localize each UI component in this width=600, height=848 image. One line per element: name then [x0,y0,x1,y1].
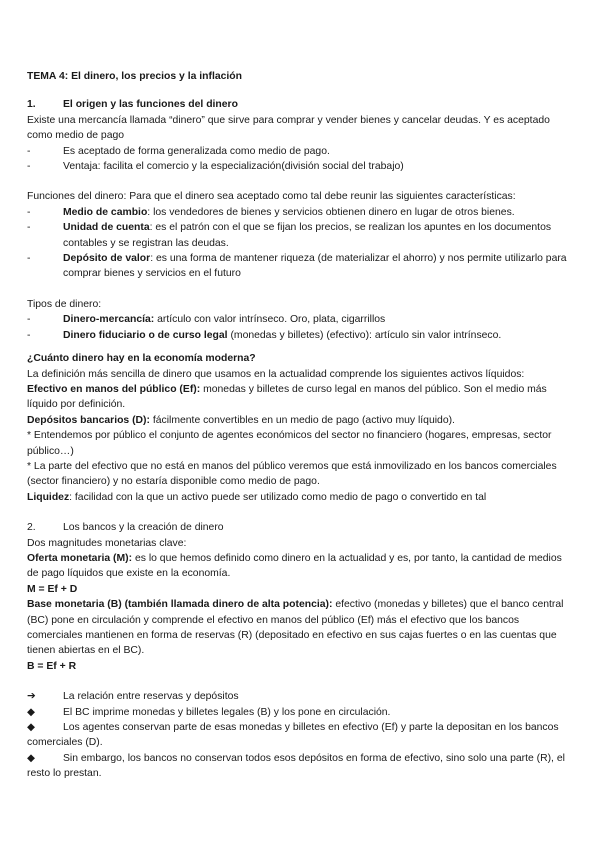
spacer [27,282,573,297]
base-monetaria-definition [27,597,573,659]
liquidez-definition [27,490,573,505]
note-efectivo: * La parte del efectivo que no está en manos del público veremos que está inmovilizado en los bancos comerciales (sector financiero) y no estaría disponible como medio de pago. [27,460,557,488]
diamond-bullet-icon: ◆ [27,752,35,764]
bullet-marker: - [27,206,31,218]
spacer [27,343,573,351]
list-item [27,328,573,343]
function-text: : es una forma de mantener riqueza (de materializar el ahorro) y nos permite utilizarlo para comprar bienes y servicios en el futuro [63,253,567,280]
list-item [27,689,573,704]
function-text: : es el patrón con el que se fijan los precios, se realizan los apuntes en los documentos contables y se registran las deudas. [63,222,552,249]
type-term: Dinero-mercancía: [63,314,155,326]
depositos-text: fácilmente convertibles en un medio de pago (activo muy líquido). [149,414,455,426]
bullet-marker: - [27,145,31,157]
bullet-marker: - [27,161,31,173]
section-1-intro: Existe una mercancía llamada “dinero” que sirve para comprar y vender bienes y cancelar deudas. Y es aceptado como medio de pago [27,114,550,142]
efectivo-text: monedas y billetes de curso legal en manos del público. Son el medio más líquido por definición. [27,383,547,411]
section-2-title: Los bancos y la creación de dinero [63,522,224,534]
depositos-term: Depósitos bancarios (D): [27,414,150,426]
document-body [27,69,573,782]
efectivo-definition [27,382,573,413]
bullet-marker: - [27,253,31,265]
section-2-number: 2. [27,522,36,534]
function-term: Medio de cambio [63,206,148,218]
arrow-icon: ➔ [27,691,36,703]
type-term: Dinero fiduciario o de curso legal [63,329,228,341]
function-text: : los vendedores de bienes y servicios obtienen dinero en lugar de otros bienes. [147,206,515,218]
list-item [27,751,573,782]
bullet-marker: - [27,314,31,326]
type-text: (monedas y billetes) (efectivo): artículo sin valor intrínseco. [227,329,502,341]
section-2-intro: Dos magnitudes monetarias clave: [27,537,187,549]
list-text: El BC imprime monedas y billetes legales (B) y los pone en circulación. [63,706,391,718]
section-1-title: El origen y las funciones del dinero [63,99,238,111]
spacer [27,174,573,189]
formula-m: M = Ef + D [27,583,78,595]
oferta-monetaria-definition [27,551,573,582]
list-item [27,312,573,327]
efectivo-term: Efectivo en manos del público (Ef): [27,383,201,395]
bullet-text: Es aceptado de forma generalizada como medio de pago. [63,145,330,157]
diamond-bullet-icon: ◆ [27,722,35,734]
functions-intro: Funciones del dinero: Para que el dinero sea aceptado como tal debe reunir las siguientes características: [27,191,516,203]
list-item [27,705,573,720]
section-2-heading [27,520,573,535]
diamond-bullet-icon: ◆ [27,706,35,718]
depositos-definition [27,413,573,428]
formula-b: B = Ef + R [27,660,77,672]
spacer [27,674,573,689]
spacer [27,505,573,520]
type-text: artículo con valor intrínseco. Oro, plata, cigarrillos [154,314,386,326]
oferta-monetaria-term: Oferta monetaria (M): [27,552,133,564]
function-term: Depósito de valor [63,253,151,265]
list-item [27,144,573,159]
section-1-number: 1. [27,99,36,111]
question-intro: La definición más sencilla de dinero que usamos en la actualidad comprende los siguientes activos líquidos: [27,368,525,380]
question-heading: ¿Cuánto dinero hay en la economía moderna? [27,353,256,365]
list-text: La relación entre reservas y depósitos [63,691,239,703]
liquidez-term: Liquidez [27,491,70,503]
note-publico: * Entendemos por público el conjunto de agentes económicos del sector no financiero (hogares, empresas, sector público…) [27,430,552,457]
section-1-heading [27,97,573,112]
liquidez-text: : facilidad con la que un activo puede ser utilizado como medio de pago o convertido en tal [69,491,487,503]
bullet-marker: - [27,329,31,341]
list-item [27,159,573,174]
list-item [27,220,573,251]
types-intro: Tipos de dinero: [27,298,102,310]
list-text: Los agentes conservan parte de esas monedas y billetes en efectivo (Ef) y parte la depositan en los bancos comerciales (D). [27,722,559,749]
bullet-marker: - [27,222,31,234]
base-monetaria-text: efectivo (monedas y billetes) que el banco central (BC) pone en circulación y comprende el efectivo en manos del público (Ef) más el efectivo que los bancos comerciales mantienen en forma de reservas (R) (depositado en efectivo en sus cajas fuertes o en las cuentas que tienen abiertas en el BC). [27,599,564,657]
function-term: Unidad de cuenta [63,222,150,234]
list-text: Sin embargo, los bancos no conservan todos esos depósitos en forma de efectivo, sino solo una parte (R), el resto lo prestan. [27,752,565,780]
list-item [27,205,573,220]
bullet-text: Ventaja: facilita el comercio y la especialización(división social del trabajo) [63,161,404,173]
oferta-monetaria-text: es lo que hemos definido como dinero en la actualidad y es, por tanto, la cantidad de medios de pago líquidos que existe en la economía. [27,552,562,580]
page-title: TEMA 4: El dinero, los precios y la inflación [27,71,242,82]
list-item [27,251,573,282]
list-item [27,720,573,751]
base-monetaria-term: Base monetaria (B) (también llamada dinero de alta potencia): [27,599,333,611]
